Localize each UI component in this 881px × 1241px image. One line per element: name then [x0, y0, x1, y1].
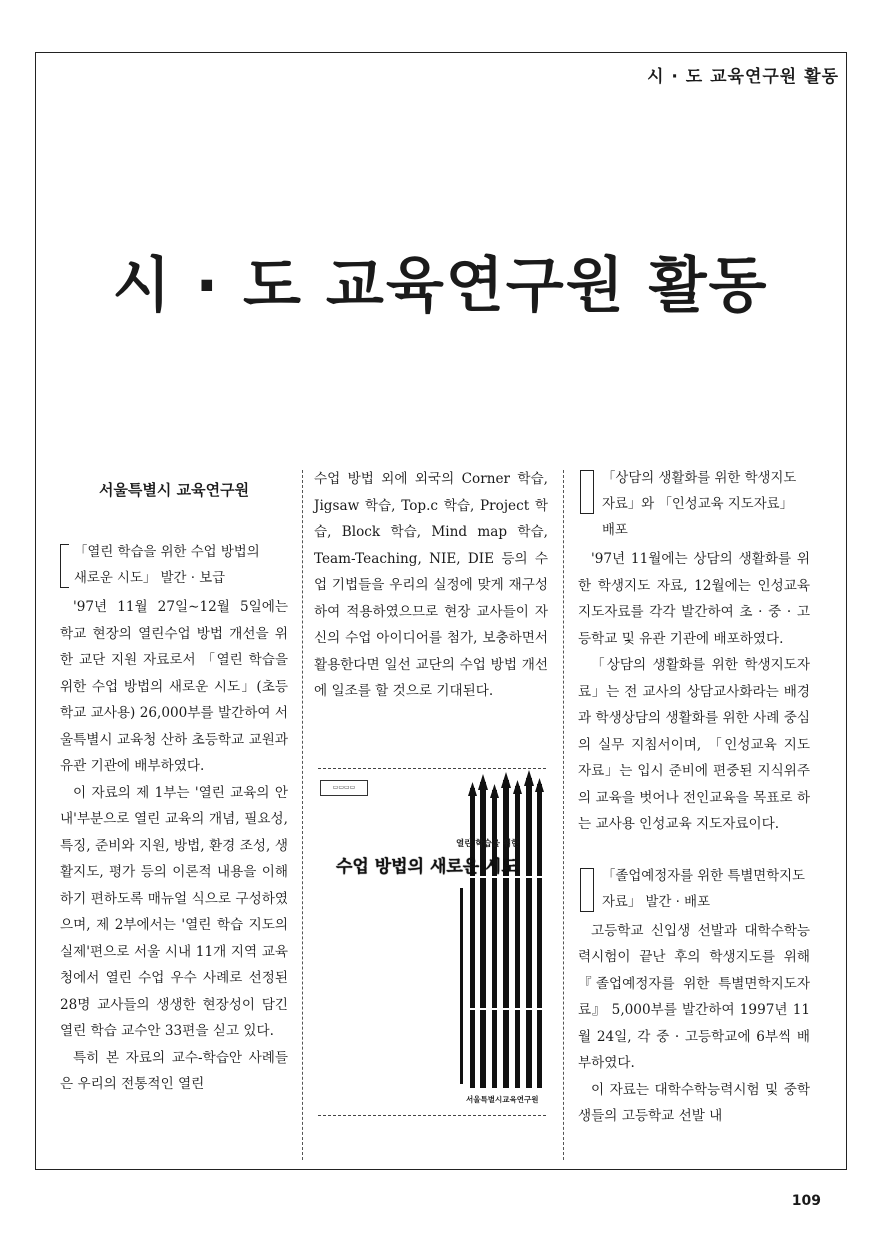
- book-cover-image: [318, 768, 546, 1118]
- subheading-line-1: 「상담의 생활화를 위한 학생지도: [602, 471, 797, 486]
- book-publisher: 서울특별시교육연구원: [466, 1095, 539, 1104]
- subheading-line-1: 「졸업예정자를 위한 특별면학지도: [602, 868, 805, 884]
- column-1: [60, 478, 288, 1098]
- subheading-3: [578, 864, 810, 916]
- column-2: [314, 466, 548, 705]
- paragraph: '97년 11월 27일∼12월 5일에는 학교 현장의 열린수업 방법 개선을 위한 교단 지원 자료로서 「열린 학습을 위한 수업 방법의 새로운 시도」(초등학교 교사용) 26,000부를 발간하여 서울특별시 교육청 산하 초등학교 교원과 유관 기관에 배부하였다.: [60, 599, 288, 774]
- book-pretitle: 열린 학습을 위한: [456, 839, 520, 849]
- subheading-1: [60, 540, 288, 592]
- paragraph: 고등학교 신입생 선발과 대학수학능력시험이 끝난 후의 학생지도를 위해 『졸업예정자를 위한 특별면학지도자료』 5,000부를 발간하여 1997년 11월 24일, 각 중 · 고등학교에 6부씩 배부하였다.: [578, 922, 810, 1071]
- subheading-line-2: 자료」 발간 · 배포: [602, 894, 711, 910]
- institution-heading: 서울특별시 교육연구원: [98, 481, 250, 499]
- paragraph: 「상담의 생활화를 위한 학생지도자료」는 전 교사의 상담교사화라는 배경과 학생상담의 생활화를 위한 사례 중심의 실무 지침서이며, 「인성교육 지도자료」는 입시 준비에 편중된 지식위주의 교육을 벗어나 전인교육을 목표로 하는 교사용 인성교육 지도자료이다.: [578, 657, 810, 832]
- book-cover-stripes: [318, 768, 546, 1114]
- paragraph: 이 자료는 대학수학능력시험 및 중학생들의 고등학교 선발 내: [578, 1081, 810, 1124]
- book-title: 수업 방법의 새로운 시도: [336, 857, 518, 877]
- page-number: 109: [791, 1193, 821, 1209]
- paragraph: '97년 11월에는 상담의 생활화를 위한 학생지도 자료, 12월에는 인성교육 지도자료를 각각 발간하여 초 · 중 · 고등학교 및 유관 기관에 배포하였다.: [578, 551, 810, 647]
- book-label-tag: ▭▭▭▭: [320, 780, 368, 796]
- column-divider: [563, 470, 564, 1160]
- paragraph: 수업 방법 외에 외국의 Corner 학습, Jigsaw 학습, Top.c 학습, Project 학습, Block 학습, Mind map 학습, Team-Teaching, NIE, DIE 등의 수업 기법들을 우리의 실정에 맞게 재구성하여 적용하였으므로 현장 교사들이 자신의 수업 아이디어를 첨가, 보충하면서 활용한다면 일선 교단의 수업 방법 개선에 일조를 할 것으로 기대된다.: [314, 471, 548, 699]
- bracket-box-icon: [580, 470, 594, 514]
- subheading-line-2: 새로운 시도」 발간 · 보급: [74, 571, 226, 586]
- running-header: 시 · 도 교육연구원 활동: [647, 67, 839, 87]
- page-title: 시 · 도 교육연구원 활동: [112, 251, 769, 321]
- subheading-line-1: 「열린 학습을 위한 수업 방법의: [74, 545, 260, 560]
- bracket-box-icon: [580, 868, 594, 912]
- paragraph: 특히 본 자료의 교수-학습안 사례들은 우리의 전통적인 열린: [60, 1049, 288, 1092]
- column-divider: [302, 470, 303, 1160]
- subheading-line-2: 자료」와 「인성교육 지도자료」 배포: [602, 497, 793, 538]
- column-3: [578, 466, 810, 1130]
- subheading-2: [578, 466, 810, 544]
- bracket-box-icon: [60, 544, 69, 588]
- paragraph: 이 자료의 제 1부는 '열린 교육의 안내'부분으로 열린 교육의 개념, 필요성, 특징, 준비와 지원, 방법, 환경 조성, 생활지도, 평가 등의 이론적 내용을 이해하기 편하도록 매뉴얼 식으로 구성하였으며, 제 2부에서는 '열린 학습 지도의 실제'편으로 서울 시내 11개 지역 교육청에서 열린 수업 우수 사례로 선정된 28명 교사들의 생생한 현장성이 담긴 열린 학습 교수안 33편을 싣고 있다.: [60, 784, 288, 1039]
